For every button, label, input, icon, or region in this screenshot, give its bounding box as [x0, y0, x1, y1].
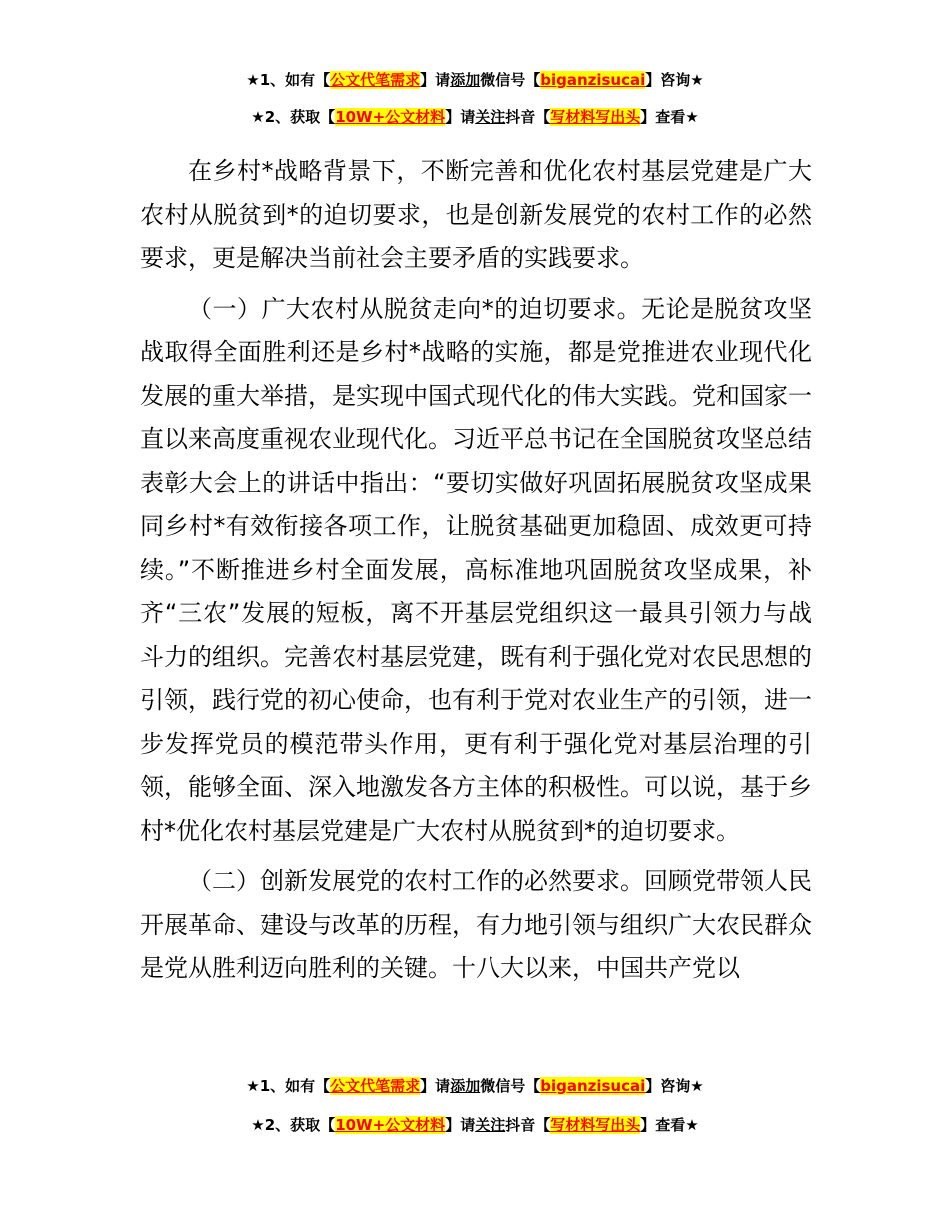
wechat-id: biganzisucai	[540, 71, 646, 89]
highlight-text: 公文代笔需求	[330, 1077, 421, 1095]
banner-line-2	[0, 107, 950, 127]
document-body	[140, 150, 812, 998]
banner-text: 】咨询★	[645, 71, 704, 89]
banner-text: 抖音【	[505, 1116, 551, 1134]
banner-text: ★1、如有【	[246, 1077, 331, 1095]
banner-line-1	[0, 70, 950, 90]
highlight-text: 10W+公文材料	[335, 108, 446, 126]
paragraph-section-2: （二）创新发展党的农村工作的必然要求。回顾党带领人民开展革命、建设与改革的历程，有力地引领与组织广大农民群众是党从胜利迈向胜利的关键。十八大以来，中国共产党以	[140, 867, 812, 982]
douyin-account: 写材料写出头	[550, 1116, 641, 1134]
banner-text: 】咨询★	[645, 1077, 704, 1095]
banner-line-1	[0, 1076, 950, 1096]
banner-text: ★1、如有【	[246, 71, 331, 89]
wechat-id: biganzisucai	[540, 1077, 646, 1095]
banner-line-2	[0, 1115, 950, 1135]
banner-text: 】请	[445, 1116, 476, 1134]
highlight-text: 10W+公文材料	[335, 1116, 446, 1134]
douyin-account: 写材料写出头	[550, 108, 641, 126]
banner-text: 】请	[445, 108, 476, 126]
banner-text: 抖音【	[505, 108, 551, 126]
underlined-text: 添加	[450, 71, 481, 89]
banner-text: 】查看★	[640, 1116, 699, 1134]
banner-text: 】请	[420, 71, 451, 89]
banner-text: 微信号【	[480, 1077, 541, 1095]
paragraph-section-1: （一）广大农村从脱贫走向*的迫切要求。无论是脱贫攻坚战取得全面胜利还是乡村*战略的实施，都是党推进农业现代化发展的重大举措，是实现中国式现代化的伟大实践。党和国家一直以来高度重视农业现代化。习近平总书记在全国脱贫攻坚总结表彰大会上的讲话中指出：“要切实做好巩固拓展脱贫攻坚成果同乡村*有效衔接各项工作，让脱贫基础更加稳固、成效更可持续。”不断推进乡村全面发展，高标准地巩固脱贫攻坚成果，补齐“三农”发展的短板，离不开基层党组织这一最具引领力与战斗力的组织。完善农村基层党建，既有利于强化党对农民思想的引领，践行党的初心使命，也有利于党对农业生产的引领，进一步发挥党员的模范带头作用，更有利于强化党对基层治理的引领，能够全面、深入地激发各方主体的积极性。可以说，基于乡村*优化农村基层党建是广大农村从脱贫到*的迫切要求。	[140, 294, 812, 845]
footer-banner	[0, 1076, 950, 1166]
banner-text: 】查看★	[640, 108, 699, 126]
banner-text: 】请	[420, 1077, 451, 1095]
underlined-text: 添加	[450, 1077, 481, 1095]
banner-text: ★2、获取【	[251, 108, 336, 126]
banner-text: 微信号【	[480, 71, 541, 89]
paragraph-intro: 在乡村*战略背景下，不断完善和优化农村基层党建是广大农村从脱贫到*的迫切要求，也是创新发展党的农村工作的必然要求，更是解决当前社会主要矛盾的实践要求。	[140, 157, 812, 272]
banner-text: ★2、获取【	[251, 1116, 336, 1134]
underlined-text: 关注	[475, 108, 506, 126]
header-banner	[0, 66, 950, 156]
highlight-text: 公文代笔需求	[330, 71, 421, 89]
underlined-text: 关注	[475, 1116, 506, 1134]
